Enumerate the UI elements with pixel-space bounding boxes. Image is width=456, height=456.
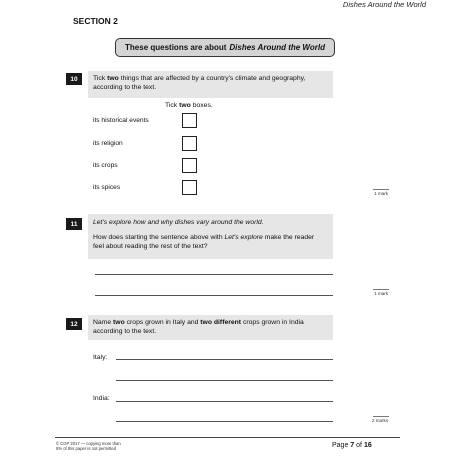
copyright-line-2: 5% of this paper is not permitted	[56, 446, 117, 452]
question-12-prompt	[88, 315, 333, 339]
q11-answer-line-2[interactable]	[95, 295, 333, 296]
q10-instruction-bold: two	[179, 102, 191, 109]
q10-checkbox-religion[interactable]	[182, 136, 197, 151]
q11-question-post: make the reader	[262, 234, 315, 241]
q12-india-answer-line-2[interactable]	[116, 421, 333, 422]
q12-prompt-e: crops grown in India	[241, 319, 304, 326]
running-header-title: Dishes Around the World	[342, 0, 426, 9]
page-total: 16	[363, 442, 372, 449]
section-banner	[115, 38, 335, 57]
question-10-panel	[88, 71, 333, 98]
q10-option-religion: its religion	[93, 140, 123, 147]
q11-mark: 1 mark	[374, 291, 388, 296]
q10-checkbox-historical-events[interactable]	[182, 113, 197, 128]
q10-checkbox-spices[interactable]	[182, 180, 197, 195]
q10-option-spices: its spices	[93, 184, 121, 191]
q11-quote-text: Let's explore how and why dishes vary around the world.	[93, 219, 264, 226]
question-number-10: 10	[66, 73, 82, 85]
q11-question-pre: How does starting the sentence above with	[93, 234, 225, 241]
q12-label-italy: Italy:	[93, 354, 108, 361]
question-11-panel	[88, 214, 333, 259]
page-prefix: Page	[332, 442, 351, 449]
q11-question-italic: Let's explore	[224, 234, 263, 241]
footer-rule	[55, 437, 400, 438]
q10-option-crops: its crops	[93, 162, 118, 169]
section-label: SECTION 2	[73, 16, 118, 26]
q12-italy-answer-line-1[interactable]	[116, 359, 333, 360]
copyright-notice	[56, 441, 156, 451]
q12-label-india: India:	[93, 395, 110, 402]
q10-prompt-bold: two	[107, 75, 119, 82]
q11-answer-line-1[interactable]	[95, 274, 333, 275]
page-number	[332, 442, 372, 449]
copyright-line-1: © CGP 2017 — copying more than	[56, 441, 121, 446]
q10-mark: 1 mark	[374, 191, 388, 196]
q12-italy-answer-line-2[interactable]	[116, 380, 333, 381]
question-number-11: 11	[66, 218, 82, 230]
q12-mark-rule	[373, 416, 389, 417]
q10-mark-rule	[373, 189, 389, 190]
q12-prompt-line2: according to the text.	[93, 328, 157, 335]
question-10-prompt	[88, 71, 333, 95]
q12-prompt-a: Name	[93, 319, 114, 326]
page-of: of	[354, 442, 364, 449]
q12-prompt-d: two different	[200, 319, 242, 326]
page-current: 7	[350, 442, 355, 449]
question-number-12: 12	[66, 318, 82, 330]
q10-prompt-line2: according to the text.	[93, 84, 157, 91]
q10-prompt-pre: Tick	[93, 75, 108, 82]
question-11-quote	[88, 214, 333, 227]
q11-mark-rule	[373, 289, 389, 290]
q10-checkbox-crops[interactable]	[182, 158, 197, 173]
q12-prompt-b: two	[113, 319, 125, 326]
banner-topic: Dishes Around the World	[229, 43, 325, 52]
question-12-panel	[88, 315, 333, 340]
q12-mark: 2 marks	[371, 418, 388, 423]
q12-prompt-c: crops grown in Italy and	[124, 319, 201, 326]
q10-instruction-post: boxes.	[190, 102, 213, 109]
q11-question-line2: feel about reading the rest of the text?	[93, 243, 208, 250]
q10-tick-instruction	[165, 101, 213, 110]
q10-prompt-post: things that are affected by a country's climate and geography,	[118, 75, 306, 82]
q10-instruction-pre: Tick	[165, 102, 180, 109]
banner-prefix: These questions are about	[125, 43, 227, 52]
q12-india-answer-line-1[interactable]	[116, 401, 333, 402]
question-11-question	[88, 227, 333, 251]
q10-option-historical-events: its historical events	[93, 117, 149, 124]
